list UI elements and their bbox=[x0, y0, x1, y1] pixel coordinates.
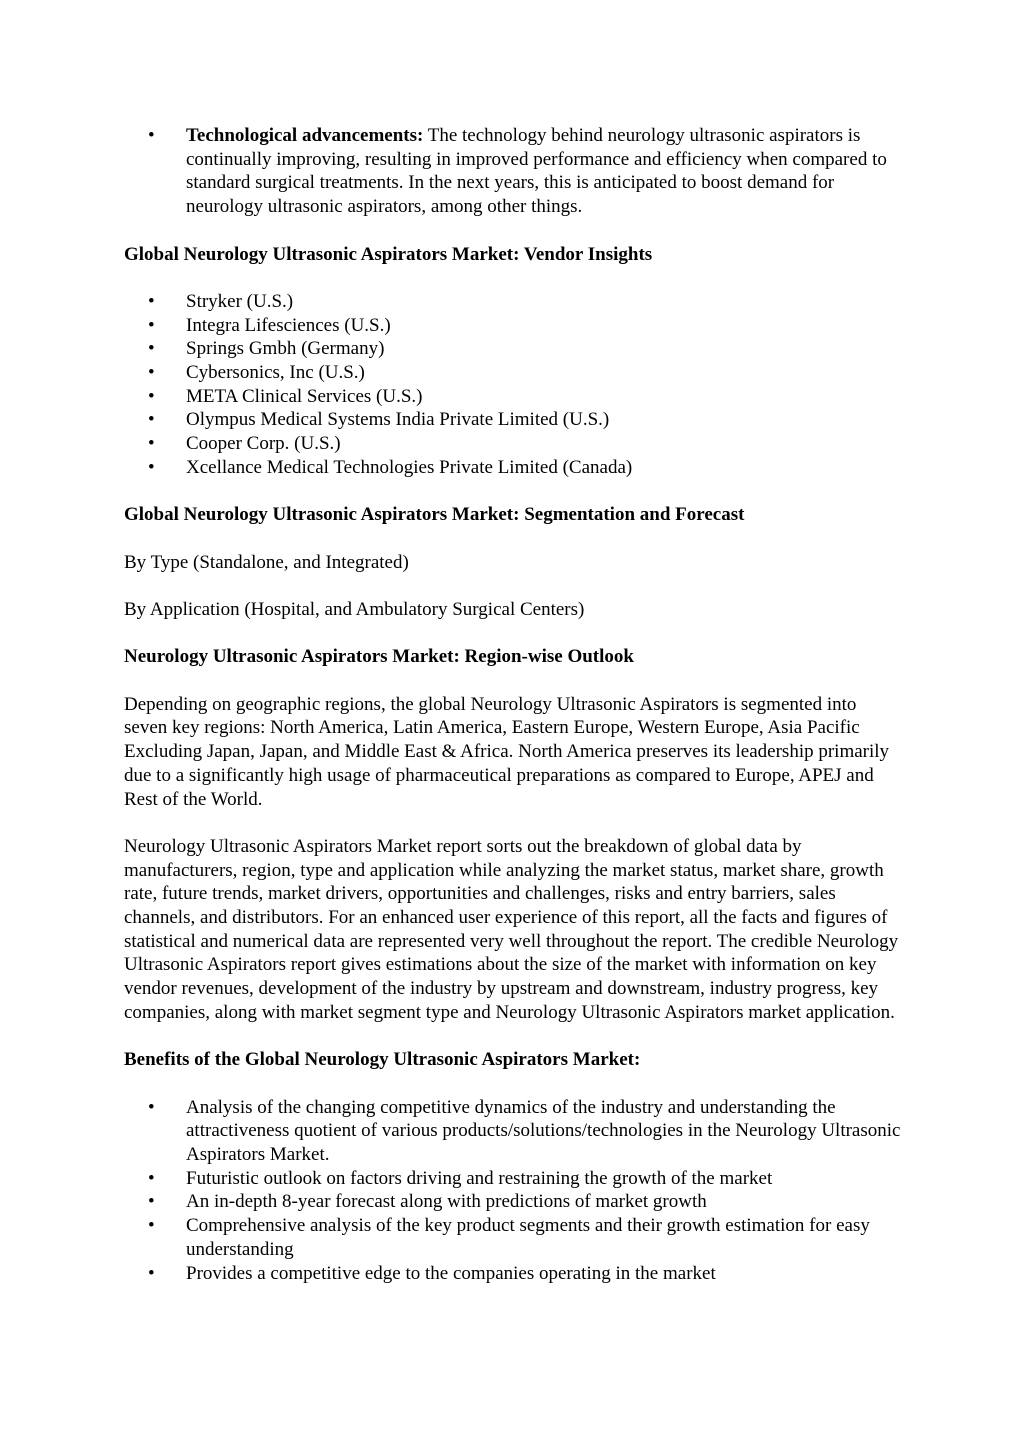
report-paragraph: Neurology Ultrasonic Aspirators Market report sorts out the breakdown of global data by manufacturers, region, type and application while analyzing the market status, market share, growth rate, future trends, market drivers, opportunities and challenges, risks and entry barriers, sales channels, and distributors. For an enhanced user experience of this report, all the facts and figures of statistical and numerical data are represented very well throughout the report. The credible Neurology Ultrasonic Aspirators report gives estimations about the size of the market with information on key vendor revenues, development of the industry by upstream and downstream, industry progress, key companies, along with market segment type and Neurology Ultrasonic Aspirators market application. bbox=[124, 835, 899, 1023]
list-item: • Cybersonics, Inc (U.S.) bbox=[186, 361, 904, 385]
list-item: • Springs Gmbh (Germany) bbox=[186, 337, 904, 361]
bullet-text: The technology behind neurology ultrasonic aspirators is continually improving, resulting in improved performance and efficiency when compared to standard surgical treatments. In the next years, this is anticipated to boost demand for neurology ultrasonic aspirators, among other things. bbox=[186, 125, 887, 218]
list-item: • Provides a competitive edge to the companies operating in the market bbox=[186, 1262, 904, 1286]
list-item: • Stryker (U.S.) bbox=[186, 290, 904, 314]
segmentation-heading: Global Neurology Ultrasonic Aspirators Market: Segmentation and Forecast bbox=[124, 504, 745, 526]
vendor-insights-heading: Global Neurology Ultrasonic Aspirators Market: Vendor Insights bbox=[124, 243, 653, 265]
intro-bullet-list bbox=[124, 124, 904, 219]
benefits-heading: Benefits of the Global Neurology Ultrasonic Aspirators Market: bbox=[124, 1049, 641, 1071]
list-item: • Olympus Medical Systems India Private Limited (U.S.) bbox=[186, 408, 904, 432]
by-type-text: By Type (Standalone, and Integrated) bbox=[124, 551, 409, 573]
list-item: • Xcellance Medical Technologies Private Limited (Canada) bbox=[186, 456, 904, 480]
vendor-list bbox=[124, 290, 904, 480]
list-item: • Futuristic outlook on factors driving and restraining the growth of the market bbox=[186, 1167, 904, 1191]
list-item: • META Clinical Services (U.S.) bbox=[186, 385, 904, 409]
region-heading: Neurology Ultrasonic Aspirators Market: Region-wise Outlook bbox=[124, 646, 634, 668]
bullet-lead: Technological advancements: bbox=[186, 125, 424, 146]
list-item: • Comprehensive analysis of the key product segments and their growth estimation for easy understanding bbox=[186, 1214, 904, 1261]
list-item: • Cooper Corp. (U.S.) bbox=[186, 432, 904, 456]
region-paragraph: Depending on geographic regions, the global Neurology Ultrasonic Aspirators is segmented into seven key regions: North America, Latin America, Eastern Europe, Western Europe, Asia Pacific Excluding Japan, Japan, and Middle East & Africa. North America preserves its leadership primarily due to a significantly high usage of pharmaceutical preparations as compared to Europe, APEJ and Rest of the World. bbox=[124, 693, 890, 810]
document-page bbox=[124, 124, 904, 1285]
list-item: • An in-depth 8-year forecast along with predictions of market growth bbox=[186, 1190, 904, 1214]
list-item bbox=[186, 124, 904, 219]
list-item: • Integra Lifesciences (U.S.) bbox=[186, 314, 904, 338]
by-application-text: By Application (Hospital, and Ambulatory Surgical Centers) bbox=[124, 598, 585, 620]
benefits-list bbox=[124, 1096, 904, 1286]
list-item: • Analysis of the changing competitive dynamics of the industry and understanding the attractiveness quotient of various products/solutions/technologies in the Neurology Ultrasonic Aspirators Market. bbox=[186, 1096, 904, 1167]
